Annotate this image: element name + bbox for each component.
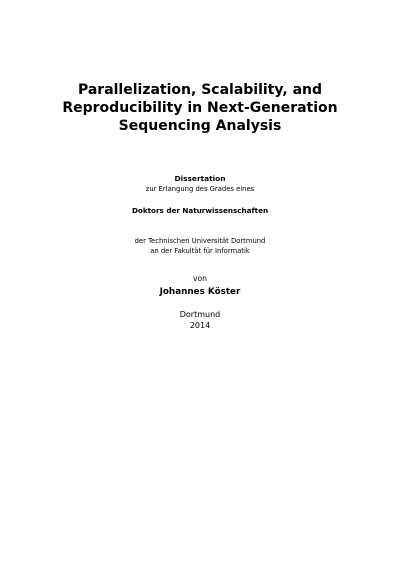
degree-purpose: zur Erlangung des Grades eines [145,185,255,193]
document-type: Dissertation [174,174,226,183]
place: Dortmund [179,310,221,319]
by-label: von [193,274,207,283]
author-name: Johannes Köster [159,287,241,297]
thesis-title-line-2: Reproducibility in Next-Generation [62,100,338,116]
thesis-title-line-3: Sequencing Analysis [118,118,282,134]
faculty-line: an der Fakultät für Informatik [150,247,250,255]
thesis-title-line-1: Parallelization, Scalability, and [77,82,323,98]
year: 2014 [189,321,211,330]
degree-name: Doktors der Naturwissenschaften [131,206,269,215]
university-line: der Technischen Universität Dortmund [134,237,266,245]
